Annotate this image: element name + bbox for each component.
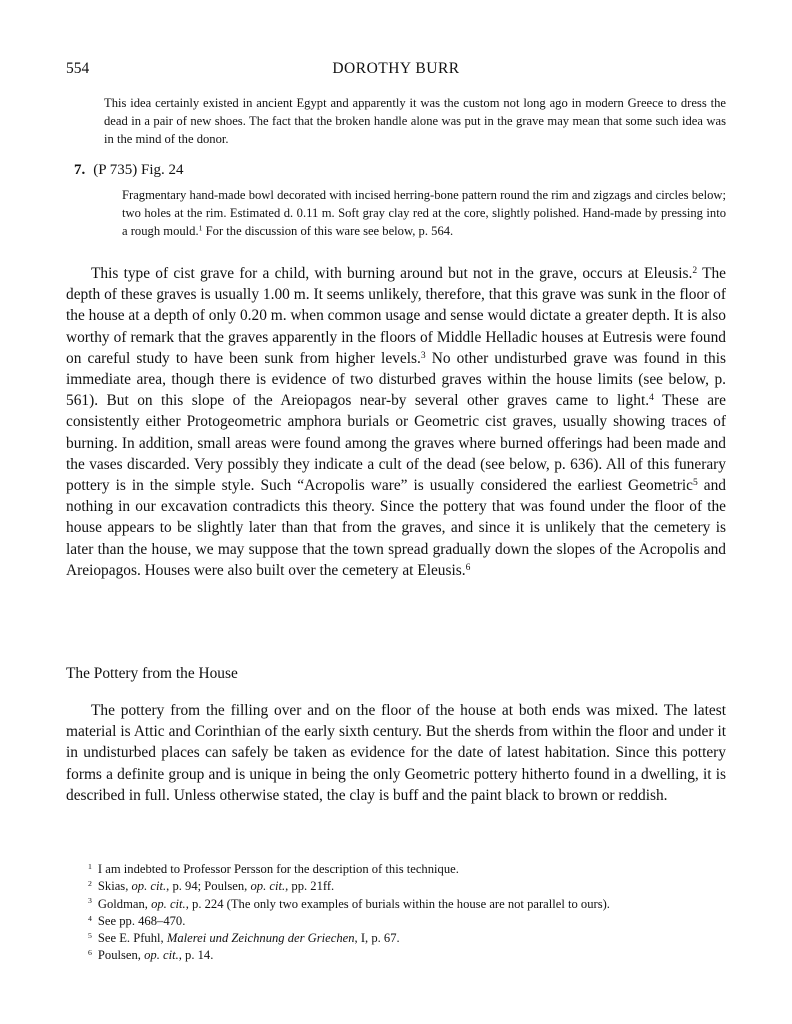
main-text-5: and nothing in our excavation contradicts this theory. Since the pottery that was found under the floor of the house appears to be slightly later than that from the graves, and since it is unlikely that the cemetery is later than the house, we may suppose that the town spread gradually down the slopes of the Acropolis and Areiopagos. Houses were also built over the cemetery at Eleusis. — [66, 477, 726, 579]
footnote-ref: 1 — [198, 223, 203, 233]
footnote — [88, 861, 748, 878]
footnote-mark: 4 — [88, 913, 92, 923]
footnote — [88, 878, 748, 895]
footnote-ref: 2 — [692, 264, 698, 276]
footnote-mark: 1 — [88, 861, 92, 871]
footnote — [88, 913, 748, 930]
footnote — [88, 947, 748, 964]
footnote-ref: 3 — [420, 349, 426, 361]
footnote-mark: 3 — [88, 896, 92, 906]
page-number: 554 — [66, 60, 90, 77]
catalogue-entry-heading — [74, 162, 184, 179]
pottery-paragraph: The pottery from the filling over and on the floor of the house at both ends was mixed. The latest material is Attic and Corinthian of the early sixth century. But the sherds from within the floor and under it in undisturbed places can safely be taken as evidence for the date of latest habitation. Since this pottery forms a definite group and is unique in being the only Geometric pottery hitherto found in a dwelling, it is described in full. Unless otherwise stated, the clay is buff and the paint black to brown or reddish. — [66, 702, 726, 804]
footnote-text: Skias, — [97, 879, 132, 894]
footnote — [88, 896, 748, 913]
footnote-text: , I, p. 67. — [354, 931, 400, 946]
footnote-text: , p. 224 (The only two examples of burials within the house are not parallel to ours). — [185, 896, 610, 911]
main-text-4: These are consistently either Protogeometric amphora burials or Geometric cist graves, usually showing traces of burning. In addition, small areas were found among the graves where burned offerings had been made and the vases discarded. Very possibly they indicate a cult of the dead (see below, p. 636). All of this funerary pottery is in the simple style. Such “Acropolis ware” is usually considered the earliest Geometric — [66, 392, 727, 495]
footnote-ref: 4 — [649, 391, 654, 403]
footnote-text: op. cit. — [151, 896, 186, 911]
footnote-text: , pp. 21ff. — [285, 879, 335, 894]
footnote-ref: 5 — [693, 476, 698, 488]
intro-paragraph: This idea certainly existed in ancient Egypt and apparently it was the custom not long ago in modern Greece to dress the dead in a pair of new shoes. The fact that the broken handle alone was put in the grave may mean that some such idea was in the mind of the donor. — [104, 96, 726, 146]
footnote-mark: 5 — [88, 930, 92, 940]
footnote-text: op. cit. — [144, 948, 179, 963]
footnote-text: I am indebted to Professor Persson for the description of this technique. — [97, 862, 459, 876]
footnote-mark: 6 — [88, 948, 92, 958]
catalogue-reference: (P 735) Fig. 24 — [93, 162, 184, 178]
footnote-ref: 6 — [465, 561, 471, 573]
footnote-text: See E. Pfuhl, — [97, 931, 167, 946]
footnote — [88, 930, 748, 947]
footnotes — [88, 861, 748, 965]
main-paragraph — [66, 263, 726, 581]
footnote-text: Goldman, — [97, 896, 152, 911]
running-title: DOROTHY BURR — [332, 60, 460, 77]
main-text-3: No other undisturbed grave was found in this immediate area, though there is evidence of two disturbed graves within the house limits (see below, p. 561). But on this slope of the Areiopagos near-by several other graves came to light. — [66, 349, 726, 410]
section-heading: The Pottery from the House — [66, 665, 238, 682]
footnote-mark: 2 — [88, 879, 92, 889]
footnote-text: Poulsen, — [97, 948, 145, 963]
footnote-text: Malerei und Zeichnung der Griechen — [166, 931, 355, 946]
footnote-text: op. cit. — [250, 879, 286, 894]
footnote-text: , p. 14. — [178, 948, 214, 963]
footnote-text: , p. 94; Poulsen, — [166, 879, 251, 894]
footnote-text: See pp. 468–470. — [97, 913, 186, 928]
catalogue-description — [122, 186, 726, 240]
catalogue-description-text: Fragmentary hand-made bowl decorated with incised herring-bone pattern round the rim and zigzags and circles below; two holes at the rim. Estimated d. 0.11 m. Soft gray clay red at the core, slightly polished. Hand-made by pressing into a rough mould. — [122, 188, 726, 238]
footnote-text: op. cit. — [131, 879, 167, 894]
main-text-2: The depth of these graves is usually 1.00 m. It seems unlikely, therefore, that this grave was sunk in the floor of the house at a depth of only 0.20 m. when common usage and sense would dictate a greater depth. It is also worthy of remark that the graves apparently in the floors of Middle Helladic houses at Eutresis were found on careful study to have been sunk from higher levels. — [66, 265, 726, 367]
catalogue-description-tail: For the discussion of this ware see below, p. 564. — [202, 224, 454, 238]
main-text-1: This type of cist grave for a child, with burning around but not in the grave, occurs at Eleusis. — [91, 265, 693, 282]
catalogue-number: 7. — [74, 162, 86, 178]
